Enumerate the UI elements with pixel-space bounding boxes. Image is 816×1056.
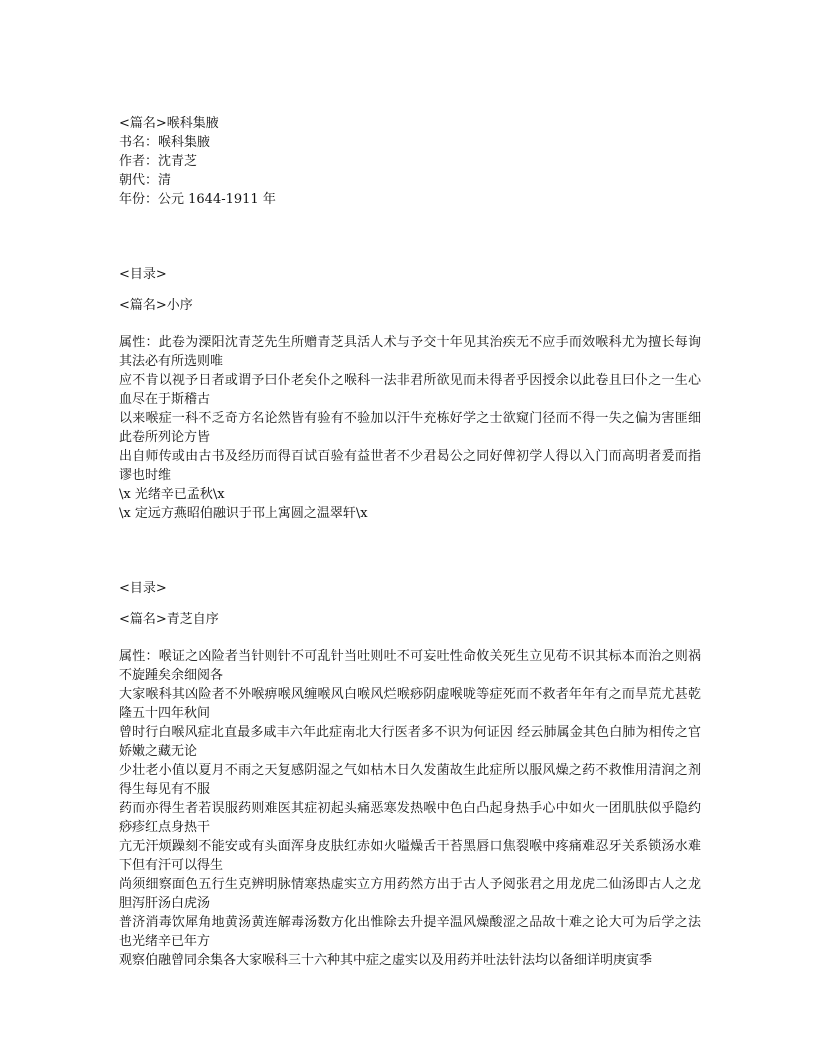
section-preface	[119, 265, 701, 523]
paragraph: 属性：喉证之凶险者当针则针不可乱针当吐则吐不可妄吐性命攸关死生立见苟不识其标本而治之则祸不旋踵矣余细阅各	[119, 649, 701, 683]
section-author-preface	[119, 579, 701, 970]
document-page	[119, 114, 701, 970]
paragraph: 亢无汗烦躁刻不能安或有头面浑身皮肤红赤如火嗌燥舌干苔黑唇口焦裂喉中疼痛难忍牙关系锁汤水难下但有汗可以得生	[119, 839, 701, 873]
paragraph: 普济消毒饮犀角地黄汤黄连解毒汤数方化出惟除去升提辛温风燥酸涩之品故十难之论大可为后学之法也光绪辛已年方	[119, 915, 701, 949]
paragraph: 以来喉症一科不乏奇方名论然皆有验有不验加以汗牛充栋好学之士欲窥门径而不得一失之偏为害匪细此卷所列论方皆	[119, 411, 701, 445]
section-heading: <篇名>小序	[119, 298, 193, 313]
paragraph: 少壮老小值以夏月不雨之天复感阴湿之气如枯木日久发菌故生此症所以服风燥之药不救惟用清润之剂得生每见有不服	[119, 763, 701, 797]
author-line: 作者：沈青芝	[119, 154, 198, 169]
section-heading: <篇名>青芝自序	[119, 612, 219, 627]
paragraph: 属性：此卷为溧阳沈青芝先生所赠青芝具活人术与予交十年见其治疾无不应手而效喉科尤为擅长每询其法必有所选则唯	[119, 335, 701, 369]
date-line: \x 光绪辛已孟秋\x	[119, 487, 225, 502]
paragraph: 应不肯以视予日者或谓予曰仆老矣仆之喉科一法非君所欲见而未得者乎因授余以此卷且曰仆之一生心血尽在于斯稽古	[119, 373, 701, 407]
paragraph: 尚须细察面色五行生克辨明脉情寒热虚实立方用药然方出于古人予阅张君之用龙虎二仙汤即古人之龙胆泻肝汤白虎汤	[119, 877, 701, 911]
signature-line: \x 定远方燕昭伯融识于邗上寓圆之温翠轩\x	[119, 506, 368, 521]
book-title: 书名：喉科集腋	[119, 135, 211, 150]
paragraph: 药而亦得生者若误服药则难医其症初起头痛恶寒发热喉中色白凸起身热手心中如火一团肌肤似乎隐约痧疹红点身热干	[119, 801, 701, 835]
year-line: 年份：公元 1644-1911 年	[119, 192, 276, 207]
paragraph: 大家喉科其凶险者不外喉痹喉风缠喉风白喉风烂喉痧阴虚喉咙等症死而不救者年年有之而旱荒尤甚乾隆五十四年秋间	[119, 687, 701, 721]
paragraph: 观察伯融曾同余集各大家喉科三十六种其中症之虚实以及用药并吐法针法均以备细详明庚寅季	[119, 953, 653, 968]
header-block	[119, 114, 701, 209]
toc-marker: <目录>	[119, 581, 167, 596]
dynasty-line: 朝代：清	[119, 173, 172, 188]
paragraph: 曾时行白喉风症北直最多咸丰六年此症南北大行医者多不识为何证因 经云肺属金其色白肺为相传之官娇嫩之藏无论	[119, 725, 701, 759]
toc-marker: <目录>	[119, 267, 167, 282]
chapter-heading: <篇名>喉科集腋	[119, 116, 219, 131]
paragraph: 出自师传或由古书及经历而得百试百验有益世者不少君曷公之同好俾初学人得以入门而高明者爰而指谬也时维	[119, 449, 701, 483]
